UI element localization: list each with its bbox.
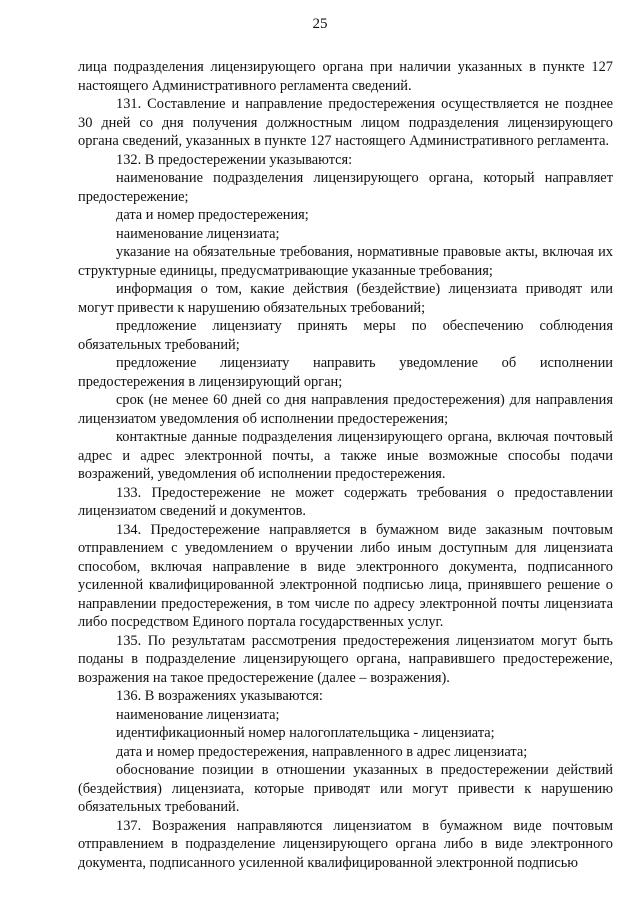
- paragraph-136: 136. В возражениях указываются:: [116, 688, 323, 704]
- list-item: обоснование позиции в отношении указанных в предостережении действий (бездействия) лицензиата, которые приводят или могут привести к нарушению обязательных требований.: [78, 762, 613, 815]
- list-item: идентификационный номер налогоплательщика - лицензиата;: [116, 725, 495, 741]
- paragraph-131: 131. Составление и направление предостережения осуществляется не позднее 30 дней со дня получения должностным лицом подразделения лицензирующего органа сведений, указанных в пункте 127 настоящего Административного регламента.: [78, 96, 613, 149]
- list-item: наименование лицензиата;: [116, 225, 280, 242]
- list-item: указание на обязательные требования, нормативные правовые акты, включая их структурные единицы, предусматривающие указанные требования;: [78, 244, 613, 279]
- paragraph-continuation: лица подразделения лицензирующего органа при наличии указанных в пункте 127 настоящего Административного регламента сведений.: [78, 59, 613, 94]
- list-item: срок (не менее 60 дней со дня направления предостережения) для направления лицензиатом уведомления об исполнении предостережения;: [78, 392, 613, 427]
- list-item: контактные данные подразделения лицензирующего органа, включая почтовый адрес и адрес электронной почты, а также иные возможные способы подачи возражений, уведомления об исполнении предостережения.: [78, 429, 613, 482]
- paragraph-137: 137. Возражения направляются лицензиатом в бумажном виде почтовым отправлением в подразделение лицензирующего органа либо в виде электронного документа, подписанного усиленной квалифицированной электронной подписью: [78, 817, 613, 871]
- paragraph-132: 132. В предостережении указываются:: [116, 151, 353, 168]
- list-item: наименование подразделения лицензирующего органа, который направляет предостережение;: [78, 170, 613, 205]
- paragraph-135: 135. По результатам рассмотрения предостережения лицензиатом могут быть поданы в подразделение лицензирующего органа, направившего предостережение, возражения на такое предостережение (далее – возражения).: [78, 632, 613, 686]
- list-item: предложение лицензиату направить уведомление об исполнении предостережения в лицензирующий орган;: [78, 355, 613, 390]
- list-item: дата и номер предостережения;: [116, 207, 309, 223]
- list-item: дата и номер предостережения, направленного в адрес лицензиата;: [116, 743, 528, 760]
- paragraph-134: 134. Предостережение направляется в бумажном виде заказным почтовым отправлением с уведомлением о вручении либо иным доступным для лицензиата способом, включая направление в виде электронного документа, подписанного усиленной квалифицированной электронной подписью лица, принявшего решение о направлении предостережения, в том числе по адресу электронной почты лицензиата либо посредством Единого портала государственных услуг.: [78, 521, 613, 630]
- page-number: 25: [312, 16, 328, 32]
- paragraph-133: 133. Предостережение не может содержать требования о предоставлении лицензиатом сведений и документов.: [78, 484, 613, 519]
- document-body: [78, 58, 613, 872]
- list-item: предложение лицензиату принять меры по обеспечению соблюдения обязательных требований;: [78, 318, 613, 353]
- list-item: информация о том, какие действия (бездействие) лицензиата приводят или могут привести к нарушению обязательных требований;: [78, 281, 613, 316]
- list-item: наименование лицензиата;: [116, 706, 280, 723]
